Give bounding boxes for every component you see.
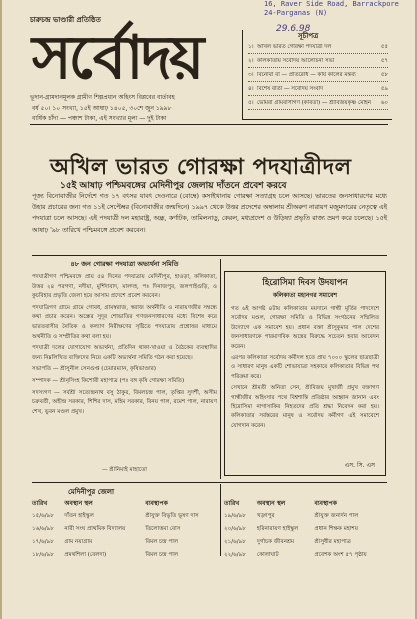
- toc-number: ৫।: [248, 100, 254, 106]
- table-row: [224, 538, 386, 551]
- col-date-header: তারিখ: [224, 500, 240, 507]
- column-divider: [220, 259, 221, 479]
- cell-date: ১৫/৬/৯৮: [32, 513, 54, 519]
- box-subtitle: কলিকাতা মহানগর সমাবেশ: [272, 292, 338, 299]
- toc-row: [248, 86, 388, 96]
- box-paragraph: গত ৬ই আগষ্ট ৪টায় কলিকাতার ময়দানে গান্ধী মূর্তির পাদদেশে সর্বোদয় মণ্ডল, গোরক্ষা সমিতি ও বিভিন্ন সংগঠনের সম্মিলিত উদ্যোগে এক সমাবেশ হয়। প্রধান বক্তা শ্রীসুকুমার পাল দেশের জনসাধারণকে পারমাণবিক অস্ত্রের বিরুদ্ধে সচেতন হবার আবেদন করেন।: [231, 306, 379, 350]
- toc-entry: বিনোবা বা — প্রতিরোধ — কার্য কালের মন্তব্য: [257, 72, 356, 78]
- cell-org: বিমল চন্দ্র পাল: [145, 539, 179, 545]
- toc-number: ২।: [248, 58, 254, 64]
- toc-page: ৬০: [380, 100, 388, 106]
- toc-row: [248, 100, 388, 110]
- toc-number: ৪।: [248, 86, 254, 92]
- cell-place: নারী সংঘ প্রাথমিক বিদ্যালয়: [64, 526, 126, 532]
- cell-date: ২০/৬/৯৮: [224, 526, 246, 532]
- cell-org: প্রবেশক অংশ ৫৭ পৃষ্ঠায়: [314, 552, 367, 558]
- cell-date: ২১/৬/৯৮: [224, 539, 246, 545]
- schedule-table-right: [224, 498, 386, 564]
- cell-place: খড়্গপুর: [256, 513, 275, 519]
- left-article-paragraph: সদস্যগণ — সর্বশ্রী সত্যেন্দ্রনাথ বসু ঠাকুর, বিমলচন্দ্র পাল, তৃপ্তির সুদর্শী, অসীম চক্রবর্তী, অহীন্দ্র সরকার, শিশির দাস, মহিম সরকার, বিনয় পাল, রমেশ পাল, নারায়ণ শেখ, ভুবন মণ্ডল প্রমুখ।: [32, 389, 217, 415]
- stamp-address-line: 16, Raver Side Road, Barrackpore: [264, 0, 399, 8]
- cell-date: ১৮/৬/৯৮: [32, 552, 54, 558]
- toc-number: ৩।: [248, 72, 254, 78]
- table-row: [224, 525, 386, 538]
- left-article-paragraph: পদযাত্রিগণ গ্রামে গ্রামে গোবধ, গ্রামস্বরাজ, স্বরাজ অর্থনীতি ও নারায়ণজীর সম্বন্ধে কথা প্রচার করেন। অন্ধ্রের সুদূর শোভাতির গণজনসাধারণের মধ্যে বিশেষ করে ভারতবাসীর নৈতিক ও কল্যাণ নিরীক্ষণের সৃষ্টিতে পদযাত্রায় প্রশ্নোত্তর মাধ্যমে অর্থনীতি ও সম্প্রীতির কথা বলা হয়।: [32, 304, 217, 340]
- toc-row: [248, 58, 388, 68]
- left-article-paragraph: সভাপতি — শ্রীসুনীল সেনগুপ্ত (চেয়ারম্যান, কৃষিভাণ্ডার): [32, 366, 156, 373]
- toc-page: ৫৫: [380, 44, 388, 50]
- handwritten-date: 29.6.98: [276, 24, 311, 34]
- toc-entry: কলিকাতায় সর্বোদয় আলোচনা সভা: [257, 58, 335, 64]
- box-title: হিরোসিমা দিবস উদযাপন: [262, 278, 348, 288]
- schedule-rule: [32, 482, 387, 483]
- table-row: [32, 512, 217, 525]
- cell-date: ১৯/৬/৯৮: [224, 513, 246, 519]
- cell-place: হরিনারায়ণ হাইস্কুল: [256, 526, 299, 532]
- founder-line: চারুচন্দ্র ভাণ্ডারী প্রতিষ্ঠিত: [30, 15, 101, 24]
- toc-entry: ভোমরা গ্রামবাসীগণ (কবিতা) — শ্রীবিজয়কৃষ্ণ মোহন: [257, 100, 372, 106]
- masthead-title: সর্বোদয়: [32, 23, 202, 93]
- hiroshima-day-box: [224, 271, 386, 476]
- toc-row: [248, 44, 388, 54]
- left-article-paragraph: পদযাত্রী দলের যোগাযোগ অভ্যর্থনা, প্রতিদিন থাকা-খাওয়া ও বৈঠকের ব্যবস্থাদির জন্য নিম্নলিখিত ব্যক্তিদের নিয়ে একটি অভ্যর্থনা সমিতি গঠন করা হয়েছে।: [32, 345, 217, 361]
- table-of-contents: [242, 30, 392, 120]
- cell-org: শ্রীযুক্ত বিভূতি ভূষণ দাস: [145, 513, 199, 519]
- table-row: [224, 551, 386, 564]
- table-row: [32, 525, 217, 538]
- left-article: [32, 259, 217, 419]
- cell-org: প্রধান শিক্ষক মহাশয়: [314, 526, 358, 532]
- toc-page: ৫৭: [380, 58, 388, 64]
- box-signature: এস. সি. এস: [344, 462, 375, 469]
- schedule-table-left: [32, 498, 217, 564]
- cell-place: প্রমথশিলা (বেলদা): [64, 552, 107, 558]
- cell-date: ১৭/৬/৯৮: [32, 539, 54, 545]
- col-org-header: ব্যবস্থাপক: [145, 500, 168, 507]
- subscription-info: বার্ষিক চাঁদা — পঞ্চাশ টাকা, এই সংখ্যার মূল্য — দুই টাকা: [32, 115, 167, 122]
- cell-place: গ্রাম নয়াগ্রাম: [64, 539, 93, 545]
- masthead-tagline: ভূদান-গ্রামদানমূলক গ্রামীণ শিল্পপ্রধান অহিংস বিপ্লবের বার্তাবহ: [30, 94, 175, 101]
- header-rule: [30, 124, 388, 125]
- toc-entry: অখিল ভারত গোরক্ষা পদযাত্রী দল: [257, 44, 332, 50]
- schedule-header-row: [32, 498, 217, 512]
- section-rule: [32, 255, 387, 256]
- left-article-heading: ৪৮ জন গোরক্ষা পদযাত্রা অভ্যর্থনা সমিতি: [70, 260, 179, 268]
- cell-org: শ্রীসুধীর মহাপাত্র: [314, 539, 351, 545]
- cell-org: শ্রীযুক্ত জনার্দন পাল: [314, 513, 359, 519]
- cell-org: তিলোত্তমা বোস: [145, 526, 181, 532]
- box-paragraph: এরপর কলিকাতা সর্বোদয় কর্মীদল হতে প্রায় ৭০০০ স্কুলের ছাত্রছাত্রী ও সাধারণ মানুষ একটি শোভাযাত্রা সহকারে কলিকাতার বিভিন্ন পথ পরিক্রমা করে।: [231, 355, 379, 380]
- col-date-header: তারিখ: [32, 500, 48, 507]
- cell-date: ২২/৬/৯৮: [224, 552, 246, 558]
- col-place-header: অবস্থান স্থল: [256, 500, 286, 507]
- box-paragraph: সেখানে শ্রীমতী অনিতা সেন, শ্রীবিজয় মুখার্জী প্রমুখ বক্তাগণ গান্ধীজীর অহিংসার পথে বিশ্বশান্তি প্রতিষ্ঠার আহ্বান জানান এবং হিরোসিমা নাগাসাকির নিহতদের প্রতি শ্রদ্ধা নিবেদন করা হয়। কলিকাতার সর্বস্তরের মানুষ ও সর্বোদয় কর্মীগণ এই সমাবেশে যোগদান করেন।: [231, 385, 379, 429]
- schedule-title: মেদিনীপুর জেলা: [68, 487, 114, 496]
- toc-row: [248, 72, 388, 82]
- table-row: [224, 512, 386, 525]
- toc-page: ৫৯: [380, 86, 388, 92]
- main-headline: অখিল ভারত গোরক্ষা পদযাত্রীদল: [50, 155, 352, 180]
- toc-title: সূচীপত্র: [298, 31, 319, 40]
- left-article-paragraph: সম্পাদক — শ্রীনৃসিংহ কিশোরী মহাপাত্র (পঃ বঙ্গ কৃষি গোরক্ষা সমিতি): [32, 377, 185, 384]
- cell-org: বিমল চন্দ্র পাল: [145, 552, 179, 558]
- schedule-header-row: [224, 498, 386, 512]
- schedule-divider: [220, 484, 221, 556]
- cell-place: দুর্গাচক জীবনশ্রম: [256, 539, 295, 545]
- cell-place: দাঁতন হাইস্কুল: [64, 513, 94, 519]
- col-place-header: অবস্থান স্থল: [64, 500, 93, 507]
- col-org-header: ব্যবস্থাপক: [314, 500, 337, 507]
- table-row: [32, 551, 217, 564]
- stamp-district-line: 24-Parganas (N): [264, 9, 328, 17]
- toc-page: ৫৮: [380, 72, 388, 78]
- cell-date: ১৬/৬/৯৮: [32, 526, 54, 532]
- toc-number: ১।: [248, 44, 254, 50]
- volume-info: বর্ষ ৫০। ১০ সংখ্যা, ১৫ই আষাঢ় ১৪০৫, ৩০শে জুন ১৯৯৮: [32, 105, 172, 112]
- left-article-paragraph: পদযাত্রীগণ পশ্চিমবঙ্গে প্রায় ৫৪ দিনের পদযাত্রায় মেদিনীপুর, হাওড়া, কলিকাতা, উত্তর ২৪ পরগণা, নদীয়া, মুর্শিদাবাদ, মালদহ, পঃ দিনাজপুর, জলপাইগুড়ি, ও কুচবিহার প্রভৃতি জেলা হয়ে আসাম প্রদেশে প্রবেশ করবেন।: [32, 274, 217, 300]
- main-subheadline: ১৫ই আষাঢ় পশ্চিমবঙ্গের মেদিনীপুর জেলায় দাঁতনে প্রবেশ করবে: [60, 181, 287, 191]
- toc-entry: বিশেষ বার্তা — সর্বোদয় সংবাদ: [257, 86, 324, 92]
- table-row: [32, 538, 217, 551]
- lead-paragraph: পূজ্য বিনোবাজীর নির্দেশে গত ১৭ বৎসর যাবৎ দেওনারে (বোম্বে) কসাইখানায় গোরক্ষা সত্যাগ্রহ চলে আসছে। ভারতের জনসাধারণের মধ্যে উহার প্রচারের জন্য গত ১১ই সেপ্টেম্বর (বিনোবাজীর জন্মদিনে) ১৯৯৭ থেকে উত্তর প্রদেশের অম্বালায় শ্রীঅরুণ নারায়ণ মজুমদারের নেতৃত্বে এই পদযাত্রা চলে আসছে। এই পদযাত্রী দল মহারাষ্ট্র, অন্ধ্র, কর্ণাটক, তামিলনাড়ু, কেরল, মধ্যপ্রদেশ ও উড়িষ্যা প্রভৃতি রাজ্য ভ্রমণ করে চলেছে। ১৫ই আষাঢ় '৯৮ তারিখে পশ্চিমবঙ্গে প্রবেশ করবেন।: [32, 193, 387, 234]
- left-article-signoff: — শ্রীনিমাই মাহাতো: [102, 467, 147, 473]
- cell-place: কোলাঘাট: [256, 552, 279, 558]
